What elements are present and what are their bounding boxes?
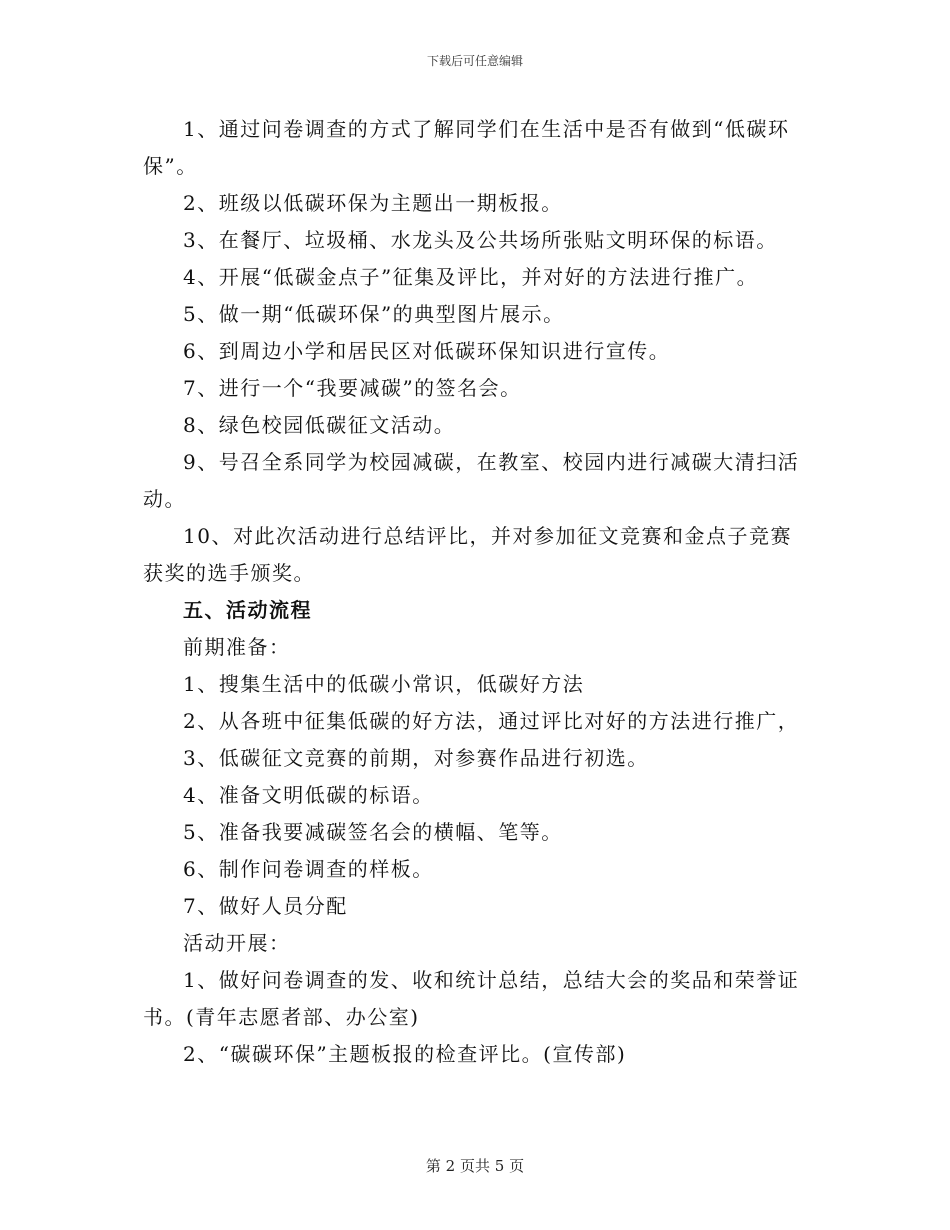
page-number-footer: 第 2 页共 5 页 [425, 1157, 525, 1175]
page-header: 下载后可任意编辑 [426, 54, 523, 68]
paragraph: 10、对此次活动进行总结评比，并对参加征文竞赛和金点子竞赛获奖的选手颁奖。 [143, 524, 792, 585]
paragraph: 4、准备文明低碳的标语。 [183, 783, 434, 807]
paragraph: 2、从各班中征集低碳的好方法，通过评比对好的方法进行推广， [183, 709, 800, 733]
subsection-label: 前期准备： [183, 635, 291, 659]
paragraph: 7、做好人员分配 [183, 894, 348, 918]
paragraph: 1、做好问卷调查的发、收和统计总结，总结大会的奖品和荣誉证书。(青年志愿者部、办公室) [143, 968, 800, 1029]
paragraph: 2、“碳碳环保”主题板报的检查评比。(宣传部) [183, 1042, 627, 1066]
paragraph: 9、号召全系同学为校园减碳，在教室、校园内进行减碳大清扫活动。 [143, 450, 800, 511]
paragraph: 6、制作问卷调查的样板。 [183, 857, 434, 881]
paragraph: 4、开展“低碳金点子”征集及评比，并对好的方法进行推广。 [183, 265, 759, 289]
subsection-label: 活动开展： [183, 931, 291, 955]
document-body [143, 111, 811, 1073]
paragraph: 5、准备我要减碳签名会的横幅、笔等。 [183, 820, 563, 844]
paragraph: 3、低碳征文竞赛的前期，对参赛作品进行初选。 [183, 746, 649, 770]
section-heading: 五、活动流程 [183, 598, 312, 622]
paragraph: 1、搜集生活中的低碳小常识，低碳好方法 [183, 672, 585, 696]
paragraph: 1、通过问卷调查的方式了解同学们在生活中是否有做到“低碳环保”。 [143, 117, 790, 178]
paragraph: 5、做一期“低碳环保”的典型图片展示。 [183, 302, 565, 326]
paragraph: 7、进行一个“我要减碳”的签名会。 [183, 376, 522, 400]
paragraph: 8、绿色校园低碳征文活动。 [183, 413, 456, 437]
paragraph: 2、班级以低碳环保为主题出一期板报。 [183, 191, 563, 215]
paragraph: 3、在餐厅、垃圾桶、水龙头及公共场所张贴文明环保的标语。 [183, 228, 778, 252]
paragraph: 6、到周边小学和居民区对低碳环保知识进行宣传。 [183, 339, 671, 363]
